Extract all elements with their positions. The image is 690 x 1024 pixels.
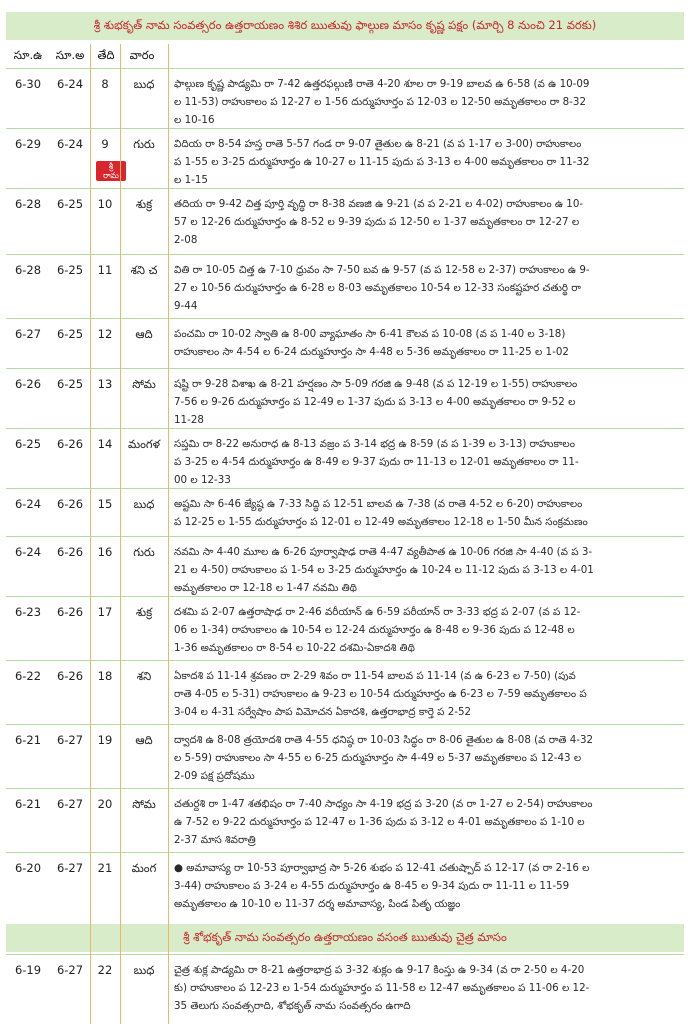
festival-badge-icon: శ్రీ రామ	[96, 161, 126, 181]
sunrise-cell: 6-23	[14, 605, 42, 619]
date-cell: 12	[97, 327, 113, 341]
table-row	[6, 188, 684, 254]
sunset-cell: 6-27	[56, 963, 84, 977]
sunset-cell: 6-25	[56, 197, 84, 211]
panchangam-details: ఏకాదశి ప 11-14 శ్రవణం రా 2-29 శివం రా 11-54 బాలవ ప 11-14 (వ ఉ 6-23 ల 7-50) (పువ రాతె 4-05 ల 5-31) రాహుకాలం ఉ 9-23 ల 10-54 దుర్ముహూర్తం ఉ 6-23 ల 7-59 అమృతకాలం ప 3-04 ల 4-31 సర్వేషాం పాప విమోచన ఏకాదశి, ఉత్తరాభాద్ర కార్తె ప 2-52	[174, 670, 587, 718]
panchangam-details: విదియ రా 8-54 హస్త రాతె 5-57 గండ రా 9-07 తైతుల ఉ 8-21 (వ ప 1-17 ల 3-00) రాహుకాలం ప 1-55 ల 3-25 దుర్ముహూర్తం ఉ 10-27 ల 11-15 పుదు ప 3-13 ల 4-00 అమృతకాలం రా 11-32 ల 1-15	[174, 138, 590, 186]
month-banner-chaitra: శ్రీ శోభకృత్ నామ సంవత్సరం ఉత్తరాయణం వసంత ఋతువు చైత్ర మాసం	[6, 924, 684, 952]
sunrise-cell: 6-28	[14, 263, 42, 277]
weekday-cell: బుధ	[133, 77, 155, 91]
sunrise-cell: 6-19	[14, 963, 42, 977]
sunrise-cell: 6-21	[14, 797, 42, 811]
weekday-cell: గురు	[133, 545, 155, 559]
date-cell: 16	[97, 545, 113, 559]
panchangam-details: ● అమావాస్య రా 10-53 పూర్వాభాద్ర సా 5-26 శుభం ప 12-41 చతుష్పాద్ ప 12-17 (వ రా 2-16 ల 3-44) రాహుకాలం ప 3-24 ల 4-55 దుర్ముహూర్తం ఉ 8-45 ల 9-34 పుదు రా 11-11 ల 11-59 అమృతకాలం ఉ 10-10 ల 11-37 దర్శ అమావాస్య, పిండ పితృ యజ్ఞం	[174, 862, 590, 910]
weekday-cell: బుధ	[133, 963, 155, 977]
date-cell: 14	[97, 437, 113, 451]
panchangam-details: దశమి ప 2-07 ఉత్తరాషాఢ రా 2-46 వరీయాన్ ఉ 6-59 పరీయాన్ రా 3-33 భద్ర ప 2-07 (వ ప 12- 06 ల 1-34) రాహుకాలం ఉ 10-54 ల 12-24 దుర్ముహూర్తం ఉ 8-48 ల 9-36 పుదు ప 12-48 ల 1-36 అమృతకాలం రా 8-54 ల 10-22 దశమి-ఏకాదశి తిథి	[174, 606, 581, 654]
sunset-cell: 6-26	[56, 605, 84, 619]
weekday-cell: సోమ	[132, 377, 156, 391]
table-row	[6, 128, 684, 188]
date-cell: 9	[101, 137, 109, 151]
sunset-cell: 6-27	[56, 797, 84, 811]
sunrise-cell: 6-22	[14, 669, 42, 683]
table-row	[6, 428, 684, 488]
sunrise-cell: 6-25	[14, 437, 42, 451]
sunrise-cell: 6-26	[14, 377, 42, 391]
weekday-cell: శుక్ర	[135, 605, 153, 619]
panchangam-details: వితి రా 10-05 చిత్త ఉ 7-10 ధ్రువం సా 7-50 బవ ఉ 9-57 (వ ప 12-58 ల 2-37) రాహుకాలం ఉ 9- 27 ల 10-56 దుర్ముహూర్తం ఉ 6-28 ల 8-03 అమృతకాలం 10-54 ల 12-33 సంకష్టహర చతుర్థి రా 9-44	[174, 264, 590, 312]
table-row	[6, 536, 684, 596]
sunrise-cell: 6-30	[14, 77, 42, 91]
sunset-cell: 6-27	[56, 861, 84, 875]
date-cell: 18	[97, 669, 113, 683]
header-weekday: వారం	[129, 48, 155, 62]
panchangam-details: సప్తమి రా 8-22 అనురాధ ఉ 8-13 వజ్రం ప 3-14 భద్ర ఉ 8-59 (వ ప 1-39 ల 3-13) రాహుకాలం ప 3-25 ల 4-54 దుర్ముహూర్తం ఉ 8-49 ల 9-37 పుదు రా 11-13 ల 12-01 అమృతకాలం రా 11- 00 ల 12-33	[174, 438, 579, 486]
sunrise-cell: 6-20	[14, 861, 42, 875]
header-sunrise: సూ.ఉ	[13, 48, 43, 62]
sunrise-cell: 6-28	[14, 197, 42, 211]
sunset-cell: 6-24	[56, 77, 84, 91]
date-cell: 19	[97, 733, 113, 747]
panchangam-details: తదియ రా 9-42 చిత్త పూర్తి వృద్ధి రా 8-38 వణజి ఉ 9-21 (వ ప 2-21 ల 4-02) రాహుకాలం ఉ 10- 57 ల 12-26 దుర్ముహూర్తం ఉ 8-52 ల 9-39 పుదు ప 12-50 ల 1-37 అమృతకాలం రా 12-27 ల 2-08	[174, 198, 584, 246]
weekday-cell: శుక్ర	[135, 197, 153, 211]
date-cell: 21	[97, 861, 113, 875]
table-row	[6, 254, 684, 318]
sunset-cell: 6-25	[56, 327, 84, 341]
sunset-cell: 6-26	[56, 437, 84, 451]
date-cell: 13	[97, 377, 113, 391]
table-row	[6, 660, 684, 724]
panchangam-details: పంచమి రా 10-02 స్వాతి ఉ 8-00 వ్యాఘాతం సా 6-41 కౌలవ ప 10-08 (వ ప 1-40 ల 3-18) రాహుకాలం సా 4-54 ల 6-24 దుర్ముహూర్తం సా 4-48 ల 5-36 అమృతకాలం రా 11-25 ల 1-02	[174, 328, 569, 358]
column-divider	[168, 44, 169, 1024]
column-divider	[120, 44, 121, 1024]
weekday-cell: ఆది	[135, 733, 153, 747]
panchangam-details: నవమి సా 4-40 మూల ఉ 6-26 పూర్వాషాఢ రాతె 4-47 వ్యతీపాత ఉ 10-06 గరజి సా 4-40 (వ ప 3- 21 ల 4-50) రాహుకాలం ప 1-54 ల 3-25 దుర్ముహూర్తం ఉ 10-24 ల 11-12 పుదు ప 3-13 ల 4-01 అమృతకాలం రా 12-18 ల 1-47 నవమి తిథి	[174, 546, 594, 594]
sunset-cell: 6-27	[56, 733, 84, 747]
weekday-cell: శని	[136, 669, 152, 683]
sunrise-cell: 6-27	[14, 327, 42, 341]
sunrise-cell: 6-21	[14, 733, 42, 747]
weekday-cell: మంగళ	[127, 437, 161, 451]
date-cell: 15	[97, 497, 113, 511]
date-cell: 10	[97, 197, 113, 211]
sunset-cell: 6-25	[56, 377, 84, 391]
table-row	[6, 68, 684, 128]
date-cell: 17	[97, 605, 113, 619]
weekday-cell: శని చ	[130, 263, 158, 277]
header-date: తేది	[97, 48, 115, 62]
sunset-cell: 6-24	[56, 137, 84, 151]
sunrise-cell: 6-29	[14, 137, 42, 151]
date-cell: 20	[97, 797, 113, 811]
weekday-cell: గురు	[133, 137, 155, 151]
table-row	[6, 852, 684, 924]
table-row	[6, 488, 684, 536]
table-row	[6, 596, 684, 660]
sunrise-cell: 6-24	[14, 497, 42, 511]
sunset-cell: 6-26	[56, 497, 84, 511]
date-cell: 22	[97, 963, 113, 977]
sunset-cell: 6-26	[56, 545, 84, 559]
panchangam-details: ఫాల్గుణ కృష్ణ పాడ్యమి రా 7-42 ఉత్తరఫల్గుణి రాతె 4-20 శూల రా 9-19 బాలవ ఉ 6-58 (వ ఉ 10-09 ల 11-53) రాహుకాలం ప 12-27 ల 1-56 దుర్ముహూర్తం ప 12-03 ల 12-50 అమృతకాలం రా 8-32 ల 10-16	[174, 78, 590, 126]
date-cell: 11	[97, 263, 113, 277]
weekday-cell: సోమ	[132, 797, 156, 811]
weekday-cell: బుధ	[133, 497, 155, 511]
table-row	[6, 368, 684, 428]
panchangam-details: షష్టి రా 9-28 విశాఖ ఉ 8-21 హర్షణం సా 5-09 గరజి ఉ 9-48 (వ ప 12-19 ల 1-55) రాహుకాలం 7-56 ల 9-26 దుర్ముహూర్తం ప 12-49 ల 1-37 పుదు ప 3-13 ల 4-00 అమృతకాలం రా 9-52 ల 11-28	[174, 378, 578, 426]
table-header	[0, 44, 690, 66]
sunrise-cell: 6-24	[14, 545, 42, 559]
month-banner-top: శ్రీ శుభకృత్ నామ సంవత్సరం ఉత్తరాయణం శిశిర ఋతువు ఫాల్గుణ మాసం కృష్ణ పక్షం (మార్చి 8 నుంచి 21 వరకు)	[6, 12, 684, 40]
weekday-cell: ఆది	[135, 327, 153, 341]
header-sunset: సూ.అ	[55, 48, 85, 62]
table-row	[6, 954, 684, 1024]
column-divider	[90, 44, 91, 1024]
weekday-cell: మంగ	[131, 861, 157, 875]
panchangam-details: ద్వాదశి ఉ 8-08 త్రయోదశి రాతె 4-55 ధనిష్ఠ రా 10-03 సిద్ధం రా 8-06 తైతుల ఉ 8-08 (వ రాతె 4-32 ల 5-59) రాహుకాలం సా 4-55 ల 6-25 దుర్ముహూర్తం సా 4-49 ల 5-37 అమృతకాలం ప 12-43 ల 2-09 పక్ష ప్రదోషము	[174, 734, 594, 782]
table-row	[6, 724, 684, 788]
table-row	[6, 788, 684, 852]
panchangam-details: అష్టమి సా 6-46 జ్యేష్ఠ ఉ 7-33 సిద్ధి ప 12-51 బాలవ ఉ 7-38 (వ రాతె 4-52 ల 6-20) రాహుకాలం ప 12-25 ల 1-55 దుర్ముహూర్తం ప 12-01 ల 12-49 అమృతకాలం 12-18 ల 1-50 మీన సంక్రమణం	[174, 498, 588, 528]
table-row	[6, 318, 684, 368]
sunset-cell: 6-25	[56, 263, 84, 277]
panchangam-details: చతుర్దశి రా 1-47 శతభిషం రా 7-40 సాధ్యం సా 4-19 భద్ర ప 3-20 (వ రా 1-27 ల 2-54) రాహుకాలం ఉ 7-52 ల 9-22 దుర్ముహూర్తం ప 12-47 ల 1-36 పుదు ప 3-12 ల 4-01 అమృతకాలం ప 1-10 ల 2-37 మాస శివరాత్రి	[174, 798, 593, 846]
date-cell: 8	[101, 77, 109, 91]
sunset-cell: 6-26	[56, 669, 84, 683]
panchangam-details: చైత్ర శుక్ల పాడ్యమి రా 8-21 ఉత్తరాభాద్ర ప 3-32 శుక్లం ఉ 9-17 కింస్తు ఉ 9-34 (వ రా 2-50 ల 4-20 కు) రాహుకాలం ప 12-23 ల 1-54 దుర్ముహూర్తం ప 11-58 ల 12-47 అమృతకాలం ప 11-06 ల 12- 35 తెలుగు సంవత్సరాది, శోభకృత్ నామ సంవత్సరం ఉగాది	[174, 964, 590, 1012]
